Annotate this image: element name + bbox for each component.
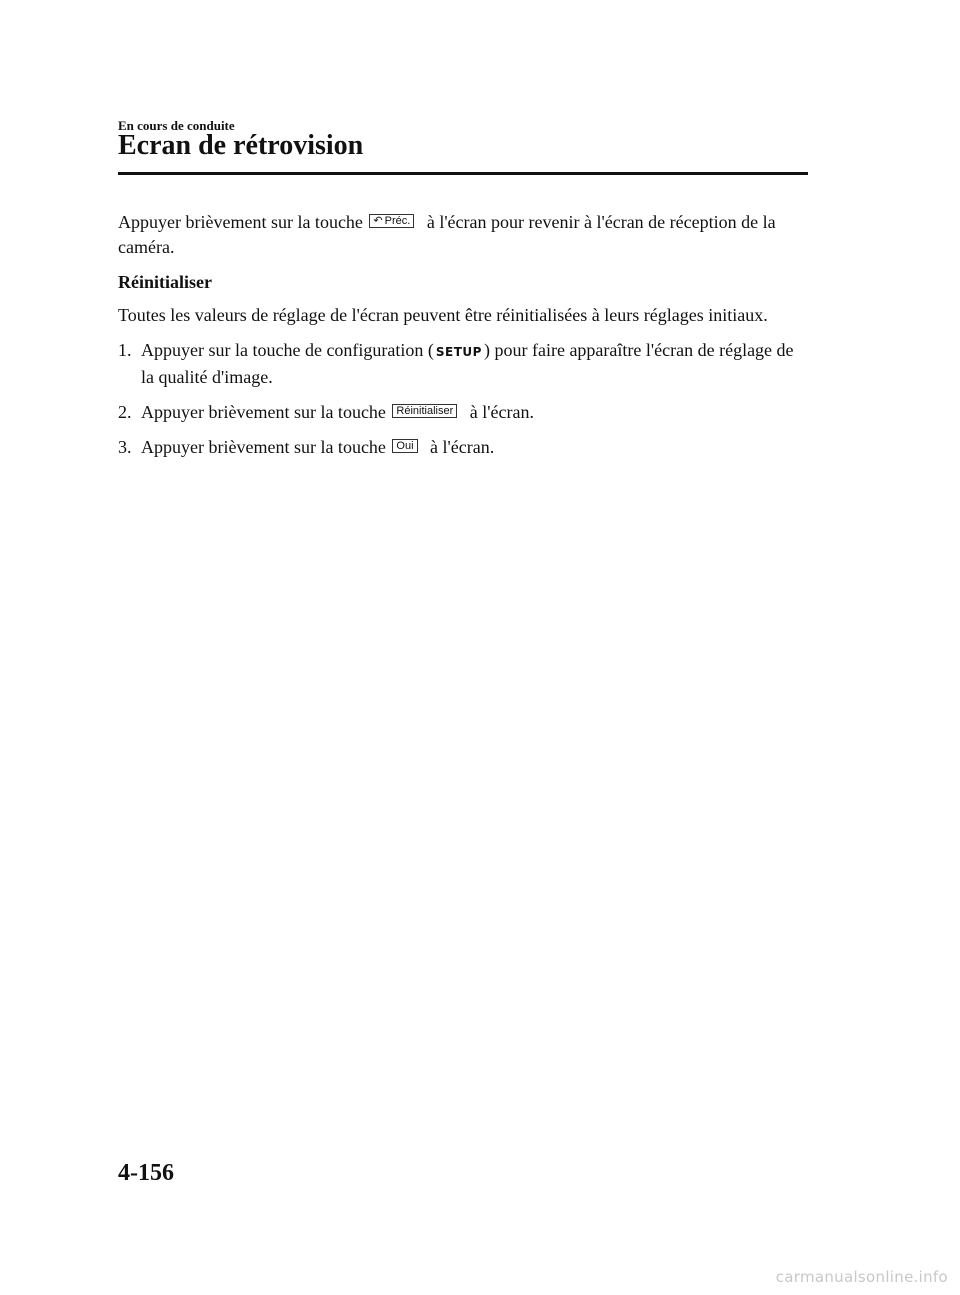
reset-heading: Réinitialiser: [118, 272, 212, 292]
step-text-after: à l'écran.: [469, 402, 534, 422]
step-text-before: Appuyer sur la touche de configuration (: [141, 340, 434, 360]
step-number: 3.: [118, 437, 132, 457]
main-content: [118, 210, 808, 470]
step-text: [141, 435, 808, 460]
setup-button: SETUP: [435, 345, 482, 359]
watermark: carmanualsonline.info: [775, 1268, 948, 1286]
step-text: [141, 338, 808, 390]
reset-description: Toutes les valeurs de réglage de l'écran peuvent être réinitialisées à leurs réglages initiaux.: [118, 305, 768, 325]
step-number: 1.: [118, 340, 132, 360]
step-number: 2.: [118, 402, 132, 422]
intro-text-before: Appuyer brièvement sur la touche: [118, 212, 363, 232]
step-text: [141, 400, 808, 425]
oui-button: Oui: [392, 439, 417, 453]
title-divider: [118, 172, 808, 175]
prec-button-label: Préc.: [384, 215, 411, 227]
step-text-after: ) pour faire apparaître l'écran de réglage de la qualité d'image.: [141, 340, 794, 387]
step-1: [118, 338, 808, 390]
intro-paragraph: [118, 210, 808, 260]
back-arrow-icon: ↶: [373, 215, 383, 227]
page-title: Ecran de rétrovision: [118, 130, 364, 161]
step-text-before: Appuyer brièvement sur la touche: [141, 437, 386, 457]
step-text-before: Appuyer brièvement sur la touche: [141, 402, 386, 422]
section-label: En cours de conduite: [118, 118, 235, 133]
page-number: 4-156: [118, 1160, 174, 1186]
step-2: [118, 400, 808, 425]
prec-button: [369, 214, 414, 228]
intro-text-after: à l'écran pour revenir à l'écran de réception de la caméra.: [118, 212, 776, 257]
step-text-after: à l'écran.: [430, 437, 495, 457]
step-3: [118, 435, 808, 460]
reset-button: Réinitialiser: [392, 404, 457, 418]
